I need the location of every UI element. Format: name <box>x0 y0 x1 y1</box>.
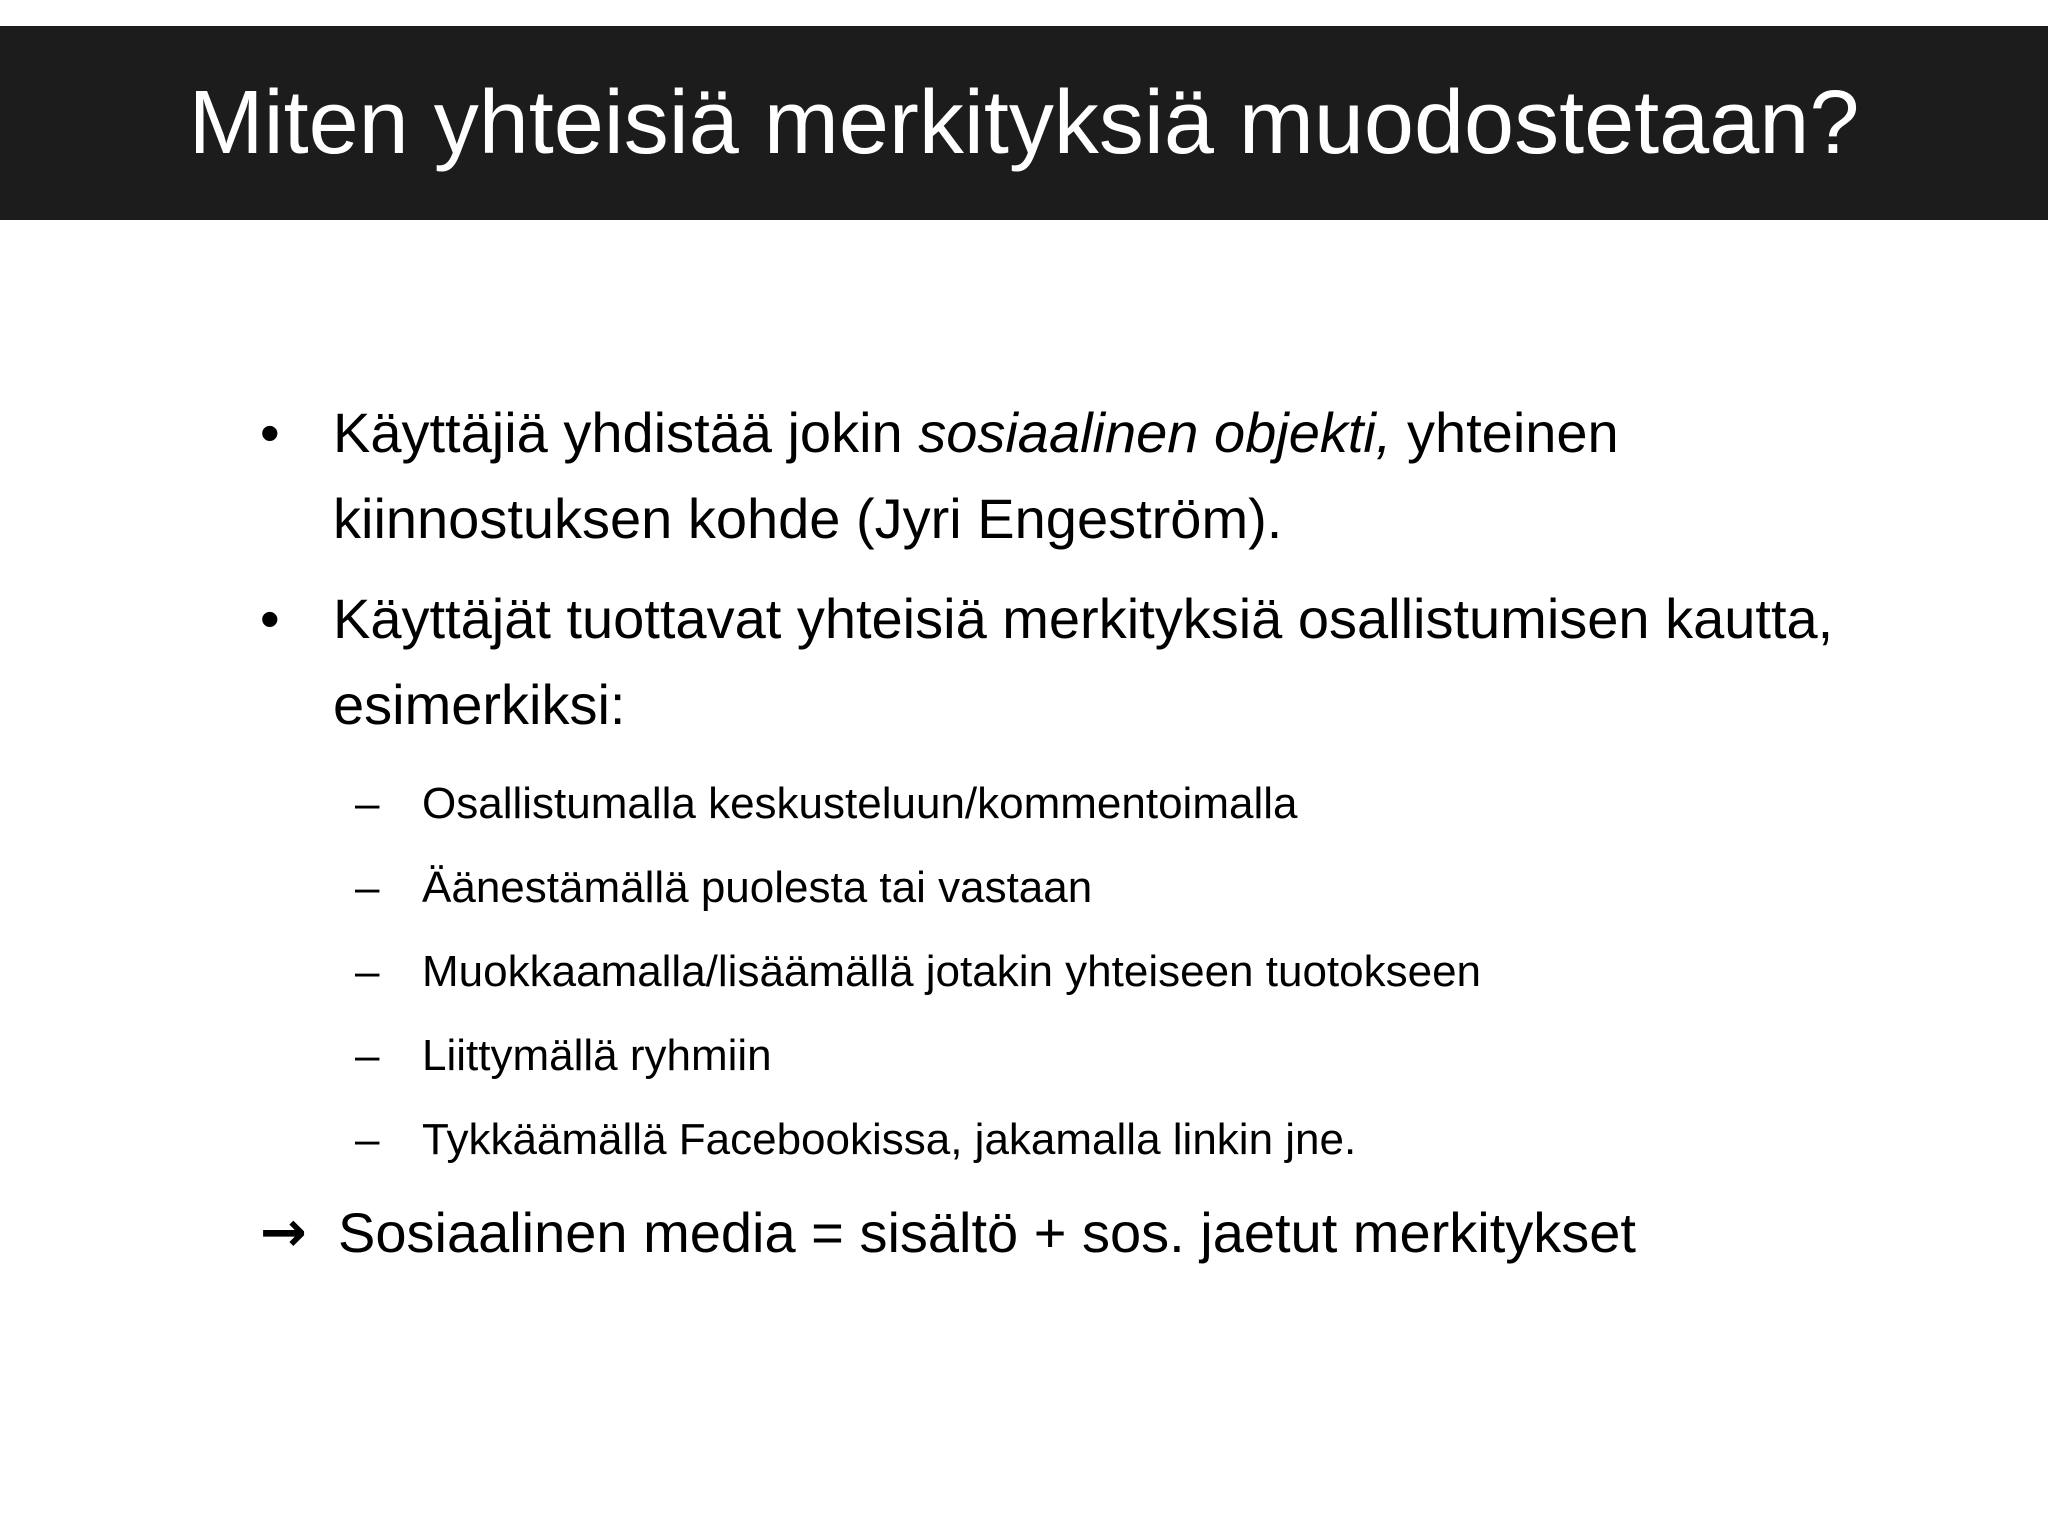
sub-bullet-text: Osallistumalla keskusteluun/kommentoimalla <box>422 779 1298 828</box>
slide-title: Miten yhteisiä merkityksiä muodostetaan? <box>188 73 1860 173</box>
sub-bullet-item <box>260 930 1900 1014</box>
bullet-item <box>260 576 1900 748</box>
sub-bullet-text: Tykkäämällä Facebookissa, jakamalla linkin jne. <box>422 1115 1357 1164</box>
dash-icon: – <box>355 779 380 828</box>
sub-bullet-item <box>260 1098 1900 1182</box>
bullet-text: Käyttäjät tuottavat yhteisiä merkityksiä osallistumisen kautta, esimerkiksi: <box>333 587 1834 736</box>
conclusion-text: Sosiaalinen media = sisältö + sos. jaetut merkitykset <box>338 1201 1636 1264</box>
bullet-icon: • <box>260 401 280 464</box>
sub-bullet-text: Liittymällä ryhmiin <box>422 1031 772 1080</box>
bullet-text-start: Käyttäjiä yhdistää jokin <box>333 401 919 464</box>
bullet-text-emphasis: sosiaalinen objekti, <box>918 401 1392 464</box>
dash-icon: – <box>355 1031 380 1080</box>
sub-bullet-item <box>260 846 1900 930</box>
conclusion-line <box>260 1190 1900 1276</box>
sub-bullet-text: Muokkaamalla/lisäämällä jotakin yhteiseen tuotokseen <box>422 947 1482 996</box>
sub-bullet-item <box>260 762 1900 846</box>
slide-content <box>260 390 1900 1276</box>
dash-icon: – <box>355 863 380 912</box>
bullet-item <box>260 390 1900 562</box>
sub-bullet-text: Äänestämällä puolesta tai vastaan <box>422 863 1093 912</box>
dash-icon: – <box>355 1115 380 1164</box>
sub-bullet-item <box>260 1014 1900 1098</box>
sub-bullet-list <box>260 762 1900 1182</box>
dash-icon: – <box>355 947 380 996</box>
bullet-icon: • <box>260 587 280 650</box>
title-bar <box>0 26 2048 220</box>
bullet-text-end: yhteinen kiinnostuksen kohde (Jyri Engeström). <box>333 401 1619 550</box>
arrow-right-icon: → <box>260 1200 307 1265</box>
